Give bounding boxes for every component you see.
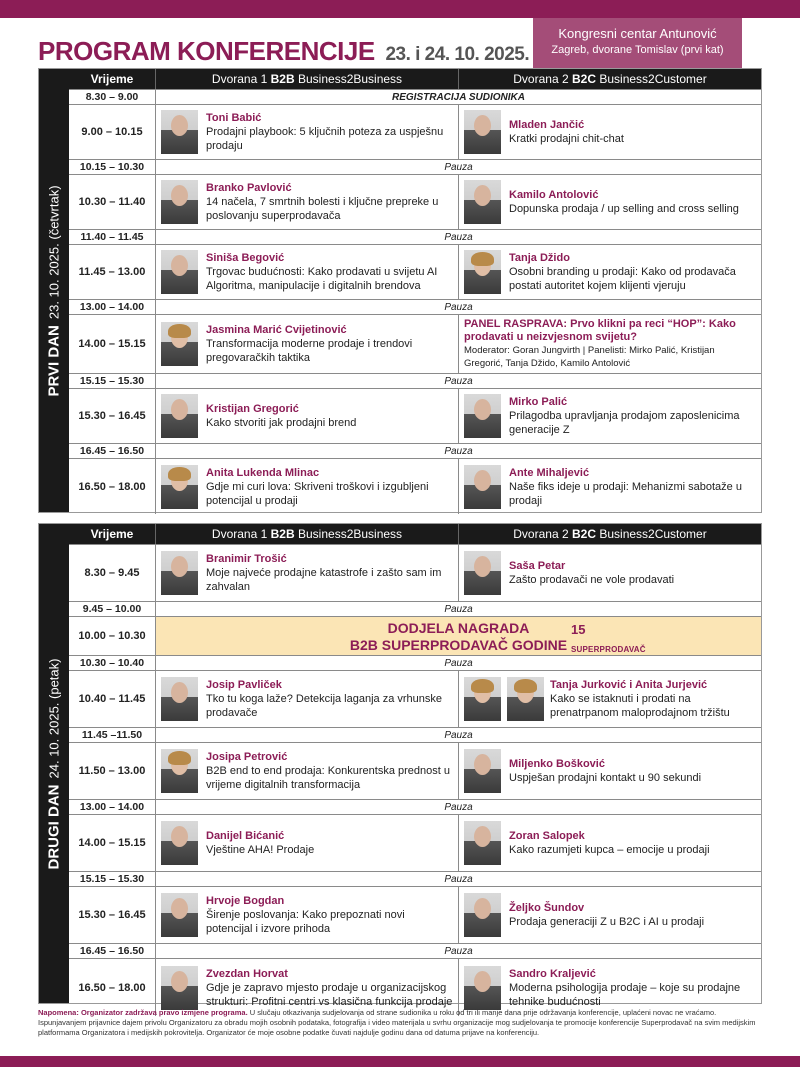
- session-title: Prilagodba upravljanja prodajom zaposlenicima generacije Z: [509, 410, 740, 436]
- panel-cell: [458, 315, 761, 373]
- session-cell-hall1: [155, 671, 458, 727]
- session-cell-hall1: [155, 743, 458, 799]
- session-title: B2B end to end prodaja: Konkurentska prednost u vrijeme digitalnih transformacija: [206, 765, 451, 791]
- session-cell-hall2: [458, 545, 761, 601]
- session-cell-hall2: [458, 389, 761, 443]
- speaker-name: Branko Pavlović: [206, 182, 292, 194]
- schedule-row: [69, 545, 761, 602]
- speaker-name: Željko Šundov: [509, 902, 585, 914]
- schedule-row: [69, 887, 761, 944]
- schedule-row: [69, 602, 761, 617]
- hall2-code: B2C: [571, 527, 596, 541]
- break-cell: Pauza: [155, 800, 761, 814]
- session-time: 11.45 – 13.00: [78, 266, 146, 278]
- session-cell-hall2: [458, 105, 761, 159]
- break-cell: Pauza: [155, 444, 761, 458]
- session-time: 15.30 – 16.45: [78, 909, 146, 921]
- speaker-photo: [161, 749, 198, 793]
- page-title: [38, 36, 529, 67]
- session-text: [509, 757, 701, 785]
- bottom-bar: [0, 1056, 800, 1067]
- session-title: Moje najveće prodajne katastrofe i zašto sam im zahvalan: [206, 567, 442, 593]
- session-text: [206, 251, 453, 293]
- speaker-photo: [161, 893, 198, 937]
- column-header-row: [69, 524, 761, 545]
- speaker-name: Siniša Begović: [206, 252, 285, 264]
- session-text: [206, 678, 453, 720]
- break-cell: Pauza: [155, 602, 761, 616]
- session-cell-hall2: [458, 245, 761, 299]
- schedule-row: [69, 800, 761, 815]
- break-cell: REGISTRACIJA SUDIONIKA: [155, 90, 761, 104]
- session-time: 14.00 – 15.15: [78, 837, 146, 849]
- title-text: PROGRAM KONFERENCIJE: [38, 36, 375, 66]
- session-title: Širenje poslovanja: Kako prepoznati novi potencijal i izvore prihoda: [206, 909, 405, 935]
- session-cell-hall2: [458, 743, 761, 799]
- speaker-name: Miljenko Bošković: [509, 758, 605, 770]
- speaker-photo: [161, 110, 198, 154]
- session-cell-hall1: [155, 459, 458, 514]
- speaker-name: Anita Lukenda Mlinac: [206, 466, 320, 479]
- session-text: [206, 552, 453, 594]
- session-cell-hall1: [155, 175, 458, 229]
- note-text: U slučaju otkazivanja sudjelovanja od strane sudionika u roku od tri ili manje dana prije održavanja konferencije, uplaćeni novac ne vraćamo. Ispunjavanjem prijavnice dajem privolu Organizatoru za obradu mojih osobnih podataka, fotografija i video materijala u svrhu organizacije mog sudjelovanja te promocije konferencije Superprodavač na svim medijskim platformama Organizatora i medijskih pokrovitelja. Organizator će moje osobne podatke čuvati najdulje godinu dana od datuma prijave na konferenciju.: [38, 1008, 756, 1037]
- speaker-name: Saša Petar: [509, 560, 566, 572]
- session-title: Gdje je zapravo mjesto prodaje u organizacijskog strukturi: Profitni centri vs klasična funkcija prodaje: [206, 981, 453, 1008]
- session-text: [550, 678, 756, 720]
- speaker-name: Mirko Palić: [509, 396, 568, 408]
- session-cell-hall1: [155, 815, 458, 871]
- speaker-photo: [464, 893, 501, 937]
- break-cell: Pauza: [155, 160, 761, 174]
- session-time: 11.40 – 11.45: [80, 231, 144, 243]
- session-cell-hall2: [458, 175, 761, 229]
- day-one-date: 23. 10. 2025. (četvrtak): [46, 184, 62, 319]
- session-time: 10.15 – 10.30: [79, 161, 145, 173]
- day-two-table: [69, 524, 761, 1016]
- day-two-date: 24. 10. 2025. (petak): [46, 658, 62, 778]
- speaker-photo: [464, 250, 501, 294]
- session-cell-hall2: [458, 459, 761, 514]
- day-one-schedule: [38, 68, 762, 513]
- session-text: [206, 967, 453, 1009]
- session-time: 13.00 – 14.00: [79, 301, 145, 313]
- hall1-code: B2B: [270, 527, 295, 541]
- session-time: 11.50 – 13.00: [78, 765, 146, 777]
- speaker-photo: [161, 394, 198, 438]
- speaker-name: Zvezdan Horvat: [206, 967, 288, 980]
- session-text: [509, 559, 674, 587]
- session-time: 11.45 –11.50: [81, 729, 143, 741]
- hall1-desc: Business2Business: [298, 527, 403, 541]
- schedule-row: [69, 230, 761, 245]
- session-time: 16.45 – 16.50: [79, 945, 145, 957]
- session-text: [206, 111, 453, 153]
- venue-location: Zagreb, dvorane Tomislav (prvi kat): [551, 44, 724, 56]
- speaker-name: Hrvoje Bogdan: [206, 895, 285, 907]
- speaker-name: Kamilo Antolović: [509, 189, 599, 201]
- session-title: Osobni branding u prodaji: Kako od prodavača postati autoritet kojem klijenti vjeruju: [509, 266, 736, 292]
- session-title: Tko tu koga laže? Detekcija laganja za vrhunske prodavače: [206, 693, 443, 719]
- logo-number: 15: [571, 622, 586, 637]
- session-time: 13.00 – 14.00: [79, 801, 145, 813]
- session-title: Zašto prodavači ne vole prodavati: [509, 574, 675, 586]
- session-cell-hall1: [155, 389, 458, 443]
- session-title: Kako stvoriti jak prodajni brend: [206, 417, 357, 429]
- schedule-row: [69, 671, 761, 728]
- speaker-name: Branimir Trošić: [206, 553, 287, 565]
- column-time-header: Vrijeme: [90, 72, 134, 86]
- schedule-row: [69, 815, 761, 872]
- venue-box: [533, 18, 742, 68]
- logo-text: SUPERPRODAVAČ: [571, 645, 646, 654]
- schedule-row: [69, 728, 761, 743]
- speaker-photo: [161, 180, 198, 224]
- note-bold: Organizator zadržava pravo izmjene programa.: [80, 1008, 248, 1017]
- venue-name: Kongresni centar Antunović: [558, 26, 717, 41]
- hall1-label: Dvorana 1: [211, 527, 268, 541]
- column-hall1-header: [155, 69, 458, 89]
- column-header-row: [69, 69, 761, 90]
- speaker-photo: [464, 821, 501, 865]
- speaker-name: Kristijan Gregorić: [206, 403, 299, 415]
- day-two-schedule: [38, 523, 762, 1008]
- speaker-photo: [464, 465, 501, 509]
- superprodavac-logo: [571, 621, 646, 654]
- speaker-photo: [464, 966, 501, 1010]
- session-title: Naše fiks ideje u prodaji: Mehanizmi sabotaže u prodaji: [509, 480, 742, 507]
- day-two-side-label: [39, 524, 69, 1003]
- schedule-row: [69, 300, 761, 315]
- schedule-row: [69, 444, 761, 459]
- schedule-row: [69, 389, 761, 444]
- session-title: 14 načela, 7 smrtnih bolesti i ključne prepreke u poslovanju superprodavača: [206, 196, 439, 222]
- day-one-label: PRVI DAN: [45, 324, 63, 397]
- schedule-row: [69, 175, 761, 230]
- session-text: [206, 466, 453, 508]
- speaker-name: Ante Mihaljević: [509, 466, 590, 479]
- break-cell: Pauza: [155, 872, 761, 886]
- session-time: 10.00 – 10.30: [78, 630, 146, 642]
- session-text: [206, 402, 356, 430]
- schedule-row: [69, 743, 761, 800]
- break-cell: Pauza: [155, 300, 761, 314]
- session-title: Trgovac budućnosti: Kako prodavati u svijetu AI Algoritma, manipulacije i digitalnih brendova: [206, 266, 438, 292]
- break-cell: Pauza: [155, 374, 761, 388]
- speaker-photo: [507, 677, 544, 721]
- break-cell: Pauza: [155, 656, 761, 670]
- speaker-photo: [161, 821, 198, 865]
- session-cell-hall2: [458, 671, 761, 727]
- session-text: [509, 251, 756, 293]
- day-two-label: DRUGI DAN: [45, 783, 63, 869]
- session-title: Transformacija moderne prodaje i trendovi pregovaračkih taktika: [206, 338, 413, 364]
- session-text: [509, 829, 710, 857]
- speaker-photo: [464, 677, 501, 721]
- speaker-name: Tanja Džido: [509, 252, 570, 264]
- column-hall2-header: [458, 524, 761, 544]
- hall1-code: B2B: [270, 72, 295, 86]
- column-hall1-header: [155, 524, 458, 544]
- column-time-header: Vrijeme: [90, 527, 134, 541]
- session-cell-hall1: [155, 245, 458, 299]
- column-hall2-header: [458, 69, 761, 89]
- hall2-desc: Business2Customer: [599, 527, 707, 541]
- hall1-desc: Business2Business: [298, 72, 403, 86]
- session-time: 15.15 – 15.30: [79, 873, 145, 885]
- session-text: [509, 118, 624, 146]
- speaker-name: Josip Pavliček: [206, 679, 282, 691]
- title-dates: 23. i 24. 10. 2025.: [385, 44, 530, 65]
- speaker-name: Danijel Bićanić: [206, 830, 285, 842]
- session-time: 15.30 – 16.45: [78, 410, 146, 422]
- session-title: Moderna psihologija prodaje – koje su prodajne tehnike budućnosti: [509, 981, 741, 1008]
- session-text: [509, 967, 756, 1009]
- session-cell-hall1: [155, 315, 458, 373]
- speaker-name: Sandro Kraljević: [509, 967, 596, 980]
- session-title: Gdje mi curi lova: Skriveni troškovi i izgubljeni potencijal u prodaji: [206, 480, 429, 507]
- speaker-name: Josipa Petrović: [206, 751, 288, 763]
- session-cell-hall1: [155, 545, 458, 601]
- schedule-row: [69, 245, 761, 300]
- speaker-photo: [464, 394, 501, 438]
- session-text: [206, 323, 453, 365]
- panel-text: [464, 318, 756, 370]
- hall2-code: B2C: [571, 72, 596, 86]
- session-time: 9.45 – 10.00: [82, 603, 142, 615]
- hall2-label: Dvorana 2: [513, 527, 569, 541]
- day-one-table: [69, 69, 761, 514]
- schedule-row: [69, 105, 761, 160]
- session-text: [206, 829, 314, 857]
- speaker-name: Mladen Jančić: [509, 119, 585, 131]
- schedule-row: [69, 656, 761, 671]
- session-title: Uspješan prodajni kontakt u 90 sekundi: [509, 772, 702, 784]
- session-time: 16.50 – 18.00: [78, 981, 146, 994]
- speaker-photo: [464, 180, 501, 224]
- session-time: 8.30 – 9.45: [84, 567, 140, 579]
- session-title: Dopunska prodaja / up selling and cross selling: [509, 203, 739, 215]
- break-cell: Pauza: [155, 230, 761, 244]
- schedule-row: [69, 374, 761, 389]
- schedule-row: [69, 617, 761, 656]
- speaker-name: Zoran Salopek: [509, 830, 585, 842]
- speaker-photo: [161, 465, 198, 509]
- speaker-name: Tanja Jurković i Anita Jurjević: [550, 679, 708, 691]
- speaker-photo: [161, 677, 198, 721]
- session-time: 16.45 – 16.50: [79, 445, 145, 457]
- schedule-row: [69, 90, 761, 105]
- break-cell: Pauza: [155, 728, 761, 742]
- session-title: Prodajni playbook: 5 ključnih poteza za uspješnu prodaju: [206, 126, 444, 152]
- session-text: [206, 750, 453, 792]
- hall2-desc: Business2Customer: [599, 72, 707, 86]
- speaker-photo: [161, 250, 198, 294]
- session-cell-hall2: [458, 815, 761, 871]
- session-time: 15.15 – 15.30: [79, 375, 145, 387]
- hall1-label: Dvorana 1: [211, 72, 268, 86]
- award-banner: [155, 617, 761, 655]
- speaker-name: Toni Babić: [206, 112, 262, 124]
- schedule-row: [69, 315, 761, 374]
- speaker-photo: [464, 749, 501, 793]
- session-title: Vještine AHA! Prodaje: [206, 844, 315, 856]
- note-label: Napomena:: [38, 1008, 79, 1017]
- session-title: Kratki prodajni chit-chat: [509, 133, 624, 145]
- session-text: [509, 901, 704, 929]
- session-cell-hall1: [155, 105, 458, 159]
- session-time: 10.40 – 11.45: [78, 693, 146, 705]
- speaker-photo: [161, 966, 198, 1010]
- award-line2: B2B SUPERPRODAVAČ GODINE: [349, 637, 568, 653]
- session-cell-hall2: [458, 887, 761, 943]
- footer-note: [38, 1008, 762, 1038]
- day-one-side-label: [39, 69, 69, 512]
- session-text: [509, 188, 739, 216]
- session-time: 10.30 – 11.40: [78, 196, 146, 208]
- session-title: Kako se istaknuti i prodati na prenatrpanom maloprodajnom tržištu: [550, 693, 730, 719]
- speaker-photo: [464, 551, 501, 595]
- session-time: 9.00 – 10.15: [81, 126, 143, 138]
- session-text: [206, 894, 453, 936]
- session-text: [206, 181, 453, 223]
- hall2-label: Dvorana 2: [513, 72, 569, 86]
- schedule-row: [69, 944, 761, 959]
- break-cell: Pauza: [155, 944, 761, 958]
- session-title: Kako razumjeti kupca – emocije u prodaji: [509, 844, 710, 856]
- speaker-photo: [464, 110, 501, 154]
- schedule-row: [69, 160, 761, 175]
- schedule-row: [69, 459, 761, 514]
- session-time: 14.00 – 15.15: [78, 338, 146, 350]
- session-title: Prodaja generaciji Z u B2C i AI u prodaji: [509, 916, 705, 928]
- panel-participants: Moderator: Goran Jungvirth | Panelisti: Mirko Palić, Kristijan Gregorić, Tanja Džido, Kamilo Antolović: [464, 345, 715, 369]
- session-time: 10.30 – 10.40: [79, 657, 145, 669]
- session-cell-hall1: [155, 887, 458, 943]
- speaker-name: Jasmina Marić Cvijetinović: [206, 324, 347, 336]
- schedule-row: [69, 872, 761, 887]
- session-time: 8.30 – 9.00: [85, 91, 139, 103]
- session-text: [509, 466, 756, 508]
- top-bar: [0, 0, 800, 18]
- award-line1: DODJELA NAGRADA: [387, 620, 530, 636]
- panel-title: PANEL RASPRAVA: Prvo klikni pa reci “HOP”: Kako prodavati u neizvjesnom svijetu?: [464, 318, 736, 343]
- session-time: 16.50 – 18.00: [78, 480, 146, 493]
- session-text: [509, 395, 756, 437]
- speaker-photo: [161, 551, 198, 595]
- speaker-photo: [161, 322, 198, 366]
